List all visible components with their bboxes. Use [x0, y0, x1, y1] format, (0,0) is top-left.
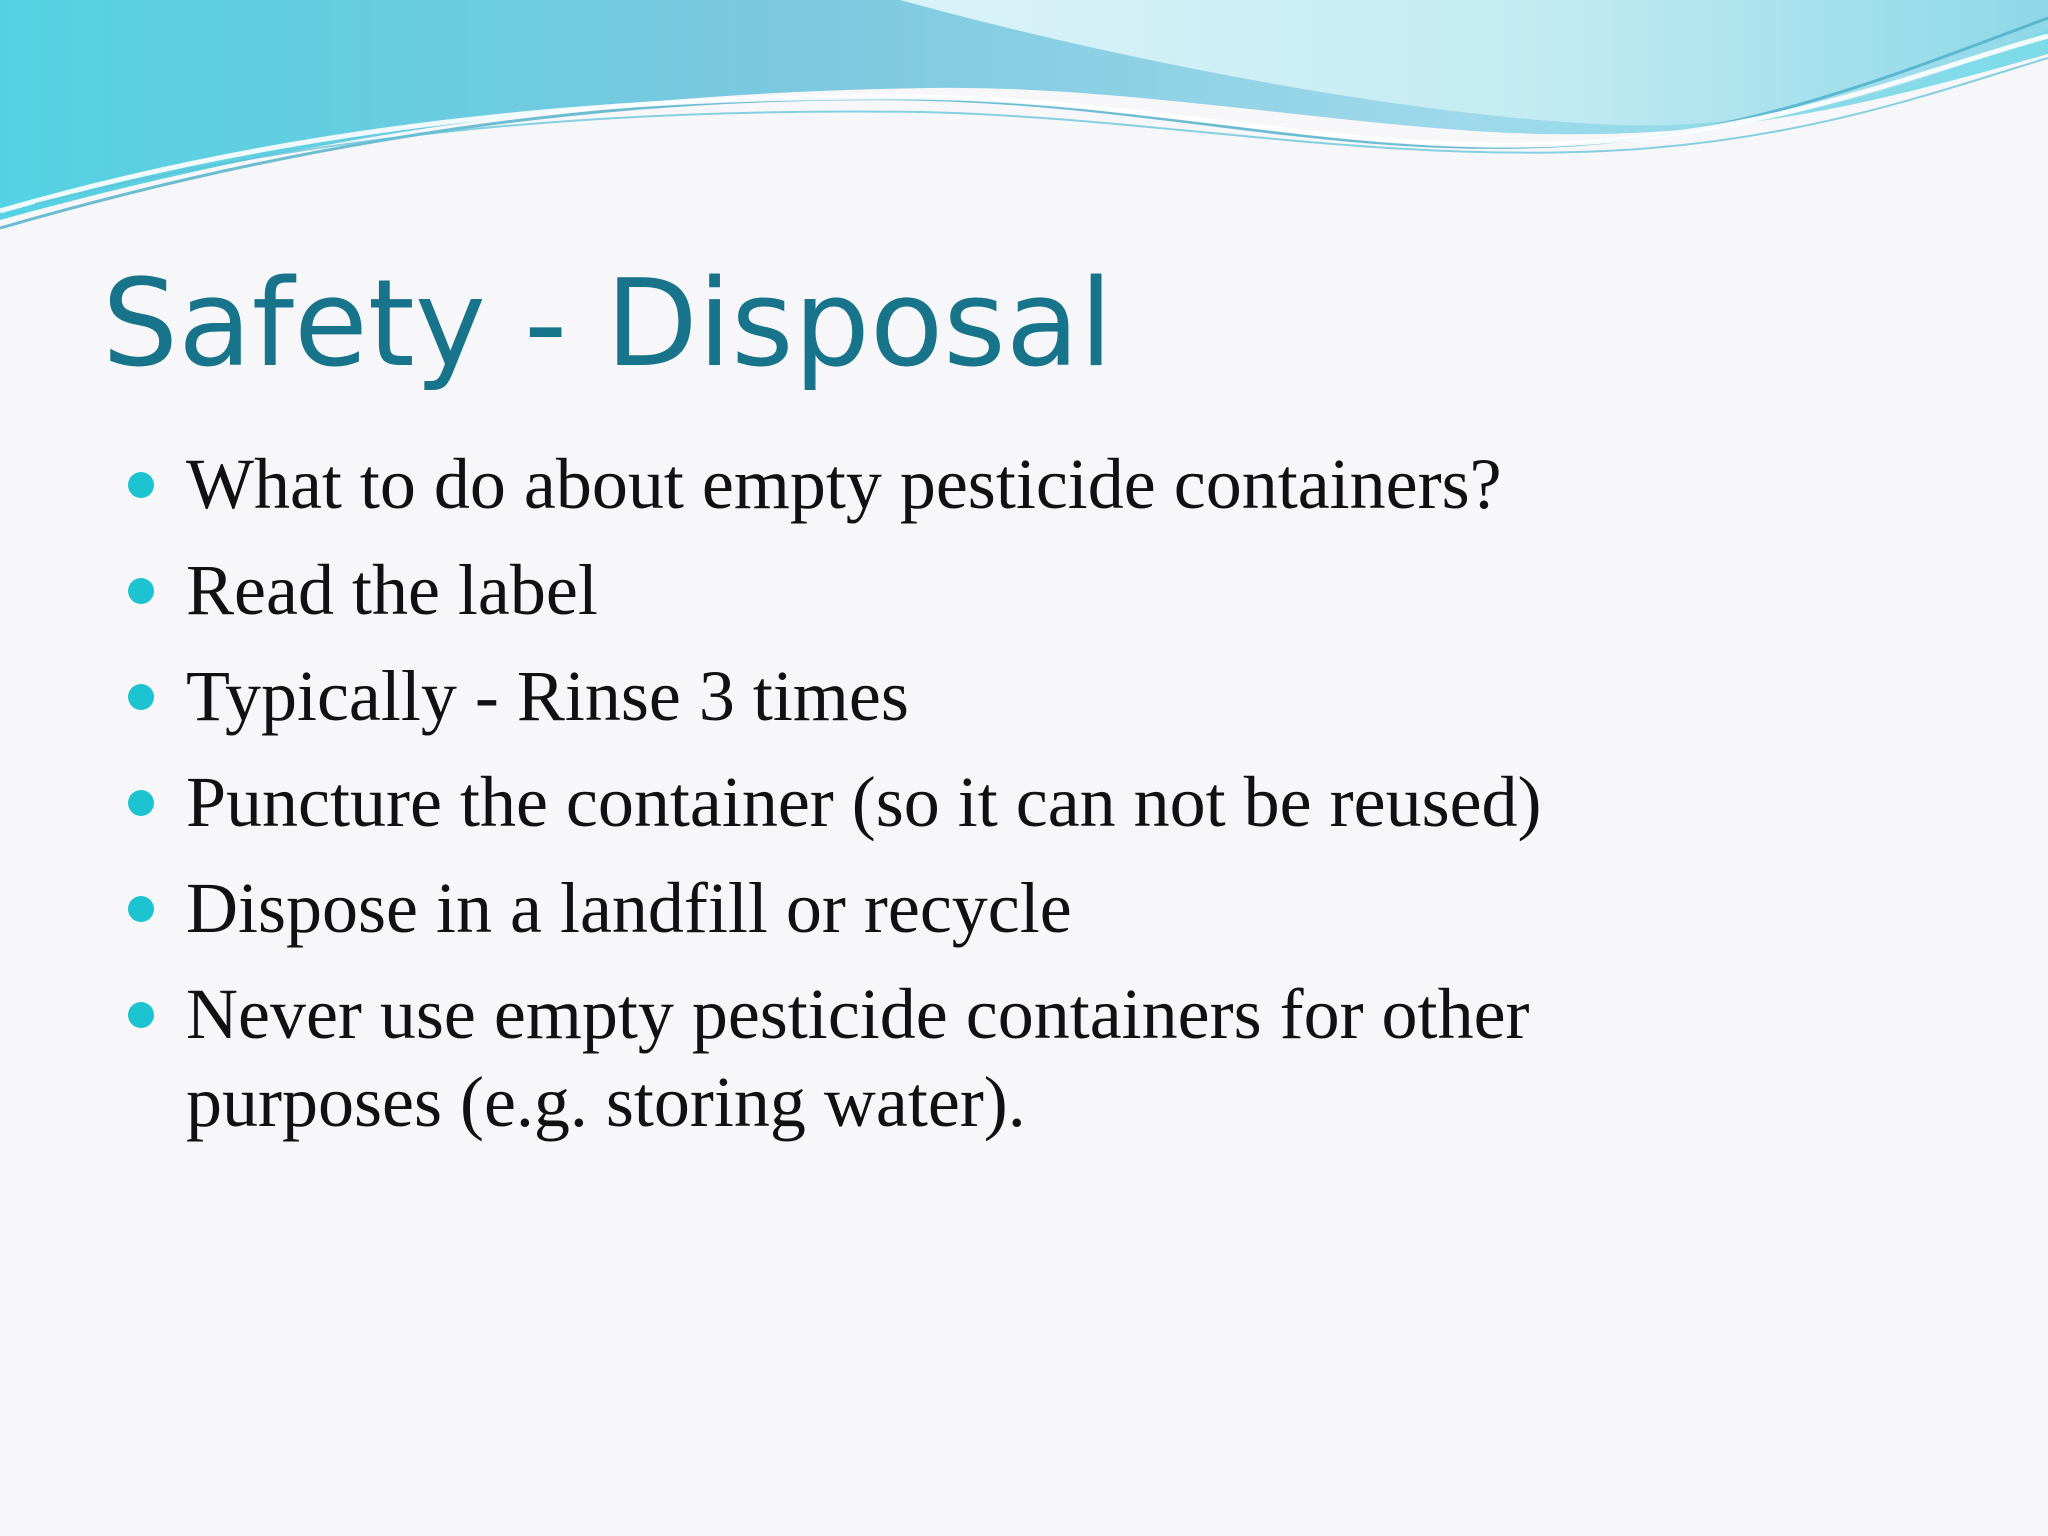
bullet-item [128, 652, 1728, 740]
bullet-dot-icon [128, 790, 154, 816]
bullet-dot-icon [128, 1002, 154, 1028]
slide-title: Safety - Disposal [102, 255, 1113, 394]
bullet-dot-icon [128, 472, 154, 498]
bullet-list [128, 440, 1728, 1146]
bullet-text: Read the label [186, 550, 598, 630]
bullet-item [128, 440, 1728, 528]
bullet-item [128, 864, 1728, 952]
bullet-dot-icon [128, 578, 154, 604]
bullet-text: What to do about empty pesticide containers? [186, 444, 1502, 524]
bullet-text: Typically - Rinse 3 times [186, 656, 909, 736]
bullet-dot-icon [128, 896, 154, 922]
bullet-item [128, 758, 1728, 846]
bullet-text: Never use empty pesticide containers for other purposes (e.g. storing water). [186, 974, 1530, 1142]
bullet-item [128, 970, 1728, 1146]
bullet-dot-icon [128, 684, 154, 710]
decorative-wave-header [0, 0, 2048, 240]
bullet-item [128, 546, 1728, 634]
bullet-text: Dispose in a landfill or recycle [186, 868, 1072, 948]
bullet-text: Puncture the container (so it can not be reused) [186, 762, 1542, 842]
